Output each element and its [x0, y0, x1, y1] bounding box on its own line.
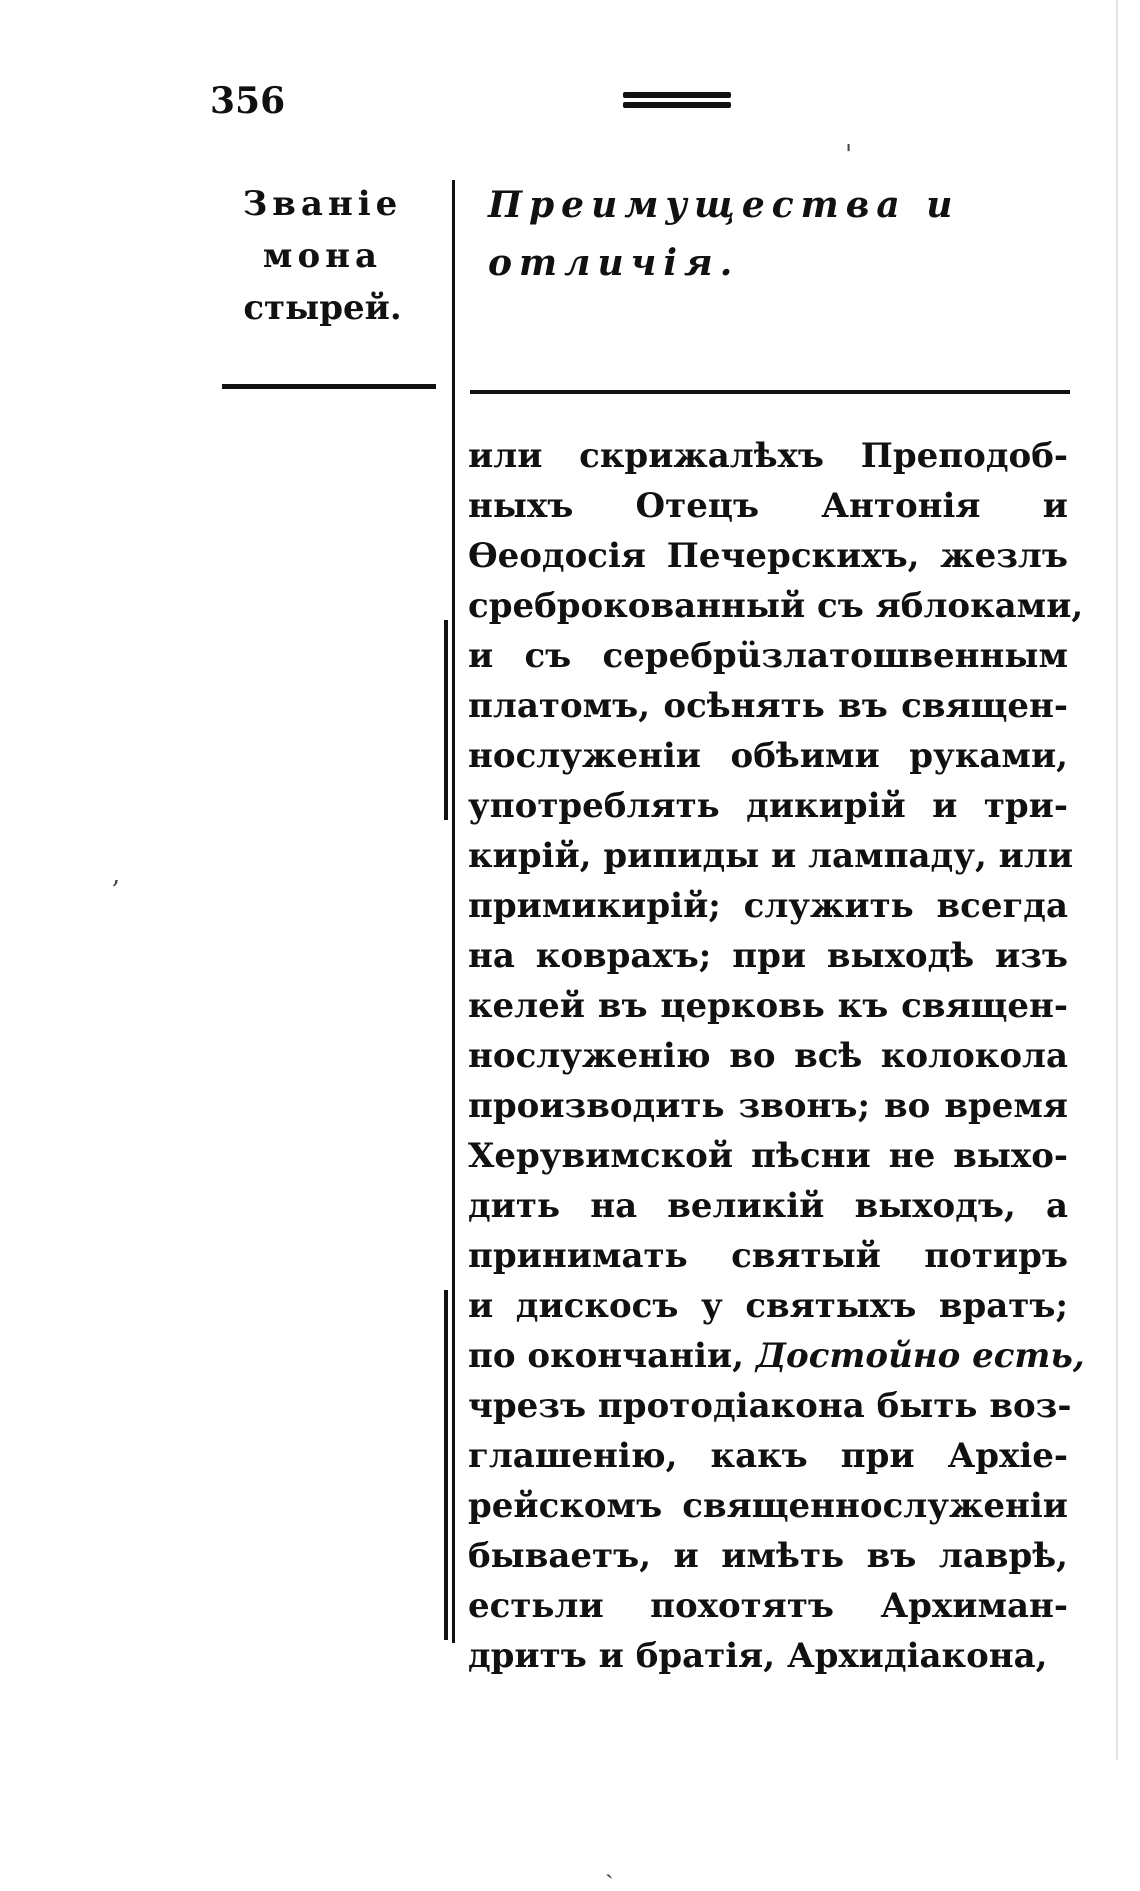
text-line-content: естьли похотятъ Архиман-	[468, 1586, 1068, 1626]
text-line-content: среброкованный съ яблоками,	[468, 586, 1084, 626]
text-line-content: кирій, рипиды и лампаду, или	[468, 836, 1074, 876]
text-line	[468, 631, 1068, 681]
text-line-content: глашенію, какъ при Архіе-	[468, 1436, 1068, 1476]
text-line-content: чрезъ протодіакона быть воз-	[468, 1386, 1072, 1426]
text-line	[468, 431, 1068, 481]
text-line-content: примикирій; служить всегда	[468, 886, 1068, 926]
text-line	[468, 931, 1068, 981]
text-line-content: нослуженію во всѣ колокола	[468, 1036, 1068, 1076]
text-line	[468, 531, 1068, 581]
ink-speck: ˎ	[605, 1850, 614, 1880]
column-margin-mark	[444, 620, 448, 820]
text-line	[468, 681, 1068, 731]
text-line	[468, 1381, 1072, 1431]
text-line-content: Херувимской пѣсни не выхо-	[468, 1136, 1068, 1176]
text-line	[468, 1181, 1068, 1231]
page-number: 356	[210, 80, 286, 122]
text-line-content: по окончаніи,	[468, 1336, 756, 1376]
text-line	[468, 781, 1068, 831]
right-heading-line-1: Преимущества и	[488, 184, 960, 226]
text-line	[468, 831, 1074, 881]
text-line-content: и съ серебрüзлатошвенным	[468, 636, 1068, 676]
text-line-content: или скрижалѣхъ Преподоб-	[468, 436, 1068, 476]
text-line	[468, 1131, 1068, 1181]
text-line	[468, 1231, 1068, 1281]
ink-speck: ,	[112, 860, 121, 890]
text-line	[468, 1081, 1068, 1131]
text-line	[468, 1581, 1068, 1631]
text-line-content: принимать святый потиръ	[468, 1236, 1068, 1276]
left-heading-line-3: стырей.	[243, 288, 402, 328]
text-line-content: Ѳеодосія Печерскихъ, жезлъ	[468, 536, 1068, 576]
ink-speck: '	[845, 140, 853, 170]
column-divider	[452, 180, 455, 1643]
text-line-content: платомъ, осѣнять въ священ-	[468, 686, 1068, 726]
text-line	[468, 1631, 1068, 1681]
right-column-heading	[488, 176, 1078, 292]
text-line	[468, 1481, 1068, 1531]
text-line-content: и дискосъ у святыхъ вратъ;	[468, 1286, 1068, 1326]
text-line-content: бываетъ, и имѣть въ лаврѣ,	[468, 1536, 1068, 1576]
text-line-content: рейскомъ священнослуженіи	[468, 1486, 1068, 1526]
text-line-content: ныхъ Отецъ Антонія и	[468, 486, 1068, 526]
left-heading-line-2: мона	[262, 236, 383, 276]
text-line-content: на коврахъ; при выходѣ изъ	[468, 936, 1068, 976]
text-line	[468, 981, 1068, 1031]
text-line	[468, 1031, 1068, 1081]
italic-phrase: Достойно есть,	[755, 1336, 1085, 1376]
text-line	[468, 1331, 1085, 1381]
text-line	[468, 1531, 1068, 1581]
left-heading-line-1: Званіе	[242, 184, 403, 224]
right-heading-rule	[470, 390, 1070, 394]
text-line	[468, 731, 1068, 781]
text-line	[468, 581, 1084, 631]
left-heading-rule	[222, 384, 436, 389]
text-line	[468, 881, 1068, 931]
text-line-content: дить на великій выходъ, а	[468, 1186, 1068, 1226]
text-line-content: производить звонъ; во время	[468, 1086, 1068, 1126]
column-margin-mark	[444, 1290, 448, 1640]
right-heading-line-2: отличія.	[488, 242, 740, 284]
text-line-content: нослуженіи обѣими руками,	[468, 736, 1068, 776]
text-line	[468, 481, 1068, 531]
text-line-content: употреблять дикирій и три-	[468, 786, 1068, 826]
body-text	[468, 431, 1085, 1681]
text-line	[468, 1431, 1068, 1481]
text-line-content: дритъ и братія, Архидіакона,	[468, 1636, 1048, 1676]
header-ornament-rule	[623, 92, 731, 112]
left-column-heading	[205, 178, 440, 334]
text-line-content: келей въ церковь къ священ-	[468, 986, 1068, 1026]
text-line	[468, 1281, 1068, 1331]
page-edge	[1116, 0, 1118, 1760]
